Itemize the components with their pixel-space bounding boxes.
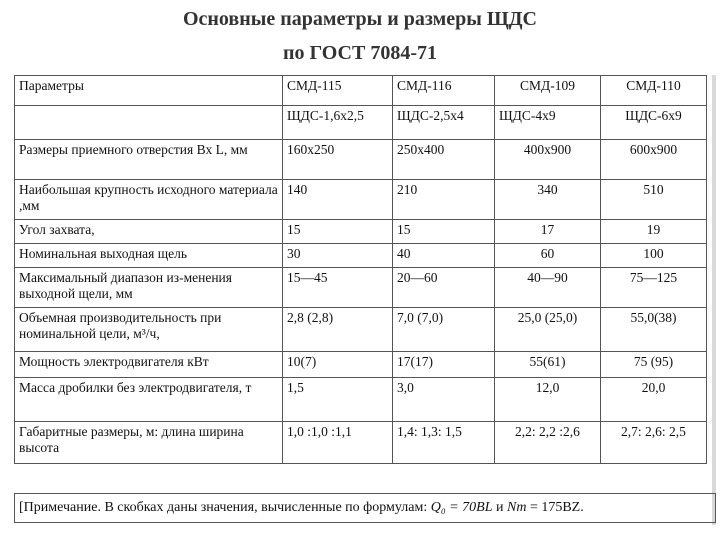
param-name: Габаритные размеры, м: длина ширина высота	[15, 422, 283, 464]
model-cell: СМД-116	[393, 76, 495, 106]
table-row	[15, 378, 707, 422]
model-cell: СМД-110	[601, 76, 707, 106]
note-suffix: = 175BZ.	[526, 500, 584, 515]
param-name: Размеры приемного отверстия Вх L, мм	[15, 140, 283, 180]
param-name: Наибольшая крупность исходного материала ,мм	[15, 180, 283, 220]
param-name: Объемная производительность при номинальной цели, м³/ч,	[15, 308, 283, 352]
param-value: 17(17)	[393, 352, 495, 378]
param-value: 17	[495, 220, 601, 244]
param-value: 40—90	[495, 268, 601, 308]
param-name: Угол захвата,	[15, 220, 283, 244]
param-name: Максимальный диапазон из-менения выходной щели, мм	[15, 268, 283, 308]
param-value: 60	[495, 244, 601, 268]
param-value: 210	[393, 180, 495, 220]
table-row	[15, 140, 707, 180]
param-value: 1,4: 1,3: 1,5	[393, 422, 495, 464]
table-row	[15, 268, 707, 308]
param-value: 15—45	[283, 268, 393, 308]
table-row	[15, 308, 707, 352]
param-value: 19	[601, 220, 707, 244]
table-row	[15, 180, 707, 220]
param-name: Масса дробилки без электродвигателя, т	[15, 378, 283, 422]
page-title: Основные параметры и размеры ЩДС	[182, 8, 538, 30]
param-value: 15	[283, 220, 393, 244]
param-value: 250х400	[393, 140, 495, 180]
type-cell: ЩДС-2,5х4	[393, 106, 495, 140]
param-value: 75—125	[601, 268, 707, 308]
table-row	[15, 244, 707, 268]
param-value: 12,0	[495, 378, 601, 422]
param-value: 140	[283, 180, 393, 220]
note-prefix: [Примечание. В скобках даны значения, вычисленные по формулам:	[19, 500, 431, 515]
param-value: 2,8 (2,8)	[283, 308, 393, 352]
header-param-label: Параметры	[15, 76, 283, 106]
param-name: Номинальная выходная щель	[15, 244, 283, 268]
type-cell: ЩДС-1,6х2,5	[283, 106, 393, 140]
param-value: 20—60	[393, 268, 495, 308]
param-name: Мощность электродвигателя кВт	[15, 352, 283, 378]
param-value: 1,0 :1,0 :1,1	[283, 422, 393, 464]
table-note	[14, 493, 716, 523]
param-value: 400х900	[495, 140, 601, 180]
param-value: 40	[393, 244, 495, 268]
param-value: 2,7: 2,6: 2,5	[601, 422, 707, 464]
header-row-types	[15, 106, 707, 140]
model-cell: СМД-109	[495, 76, 601, 106]
model-cell: СМД-115	[283, 76, 393, 106]
parameters-table	[14, 75, 707, 464]
param-value: 75 (95)	[601, 352, 707, 378]
param-value: 55,0(38)	[601, 308, 707, 352]
type-cell: ЩДС-6х9	[601, 106, 707, 140]
param-value: 600х900	[601, 140, 707, 180]
note-formula-n: Nm	[506, 500, 527, 515]
param-value: 3,0	[393, 378, 495, 422]
param-value: 2,2: 2,2 :2,6	[495, 422, 601, 464]
note-formula-q: Q₀ = 70BL	[430, 500, 493, 515]
table-row	[15, 352, 707, 378]
param-value: 1,5	[283, 378, 393, 422]
param-value: 160х250	[283, 140, 393, 180]
table-row	[15, 422, 707, 464]
param-value: 340	[495, 180, 601, 220]
header-row-models	[15, 76, 707, 106]
param-value: 15	[393, 220, 495, 244]
type-cell: ЩДС-4х9	[495, 106, 601, 140]
param-value: 7,0 (7,0)	[393, 308, 495, 352]
param-value: 100	[601, 244, 707, 268]
param-value: 55(61)	[495, 352, 601, 378]
param-value: 20,0	[601, 378, 707, 422]
param-value: 25,0 (25,0)	[495, 308, 601, 352]
table-row	[15, 220, 707, 244]
empty-cell	[15, 106, 283, 140]
param-value: 30	[283, 244, 393, 268]
page-edge-shadow	[712, 75, 716, 525]
param-value: 510	[601, 180, 707, 220]
note-mid: и	[492, 500, 507, 515]
param-value: 10(7)	[283, 352, 393, 378]
page-subtitle: по ГОСТ 7084-71	[283, 42, 437, 64]
